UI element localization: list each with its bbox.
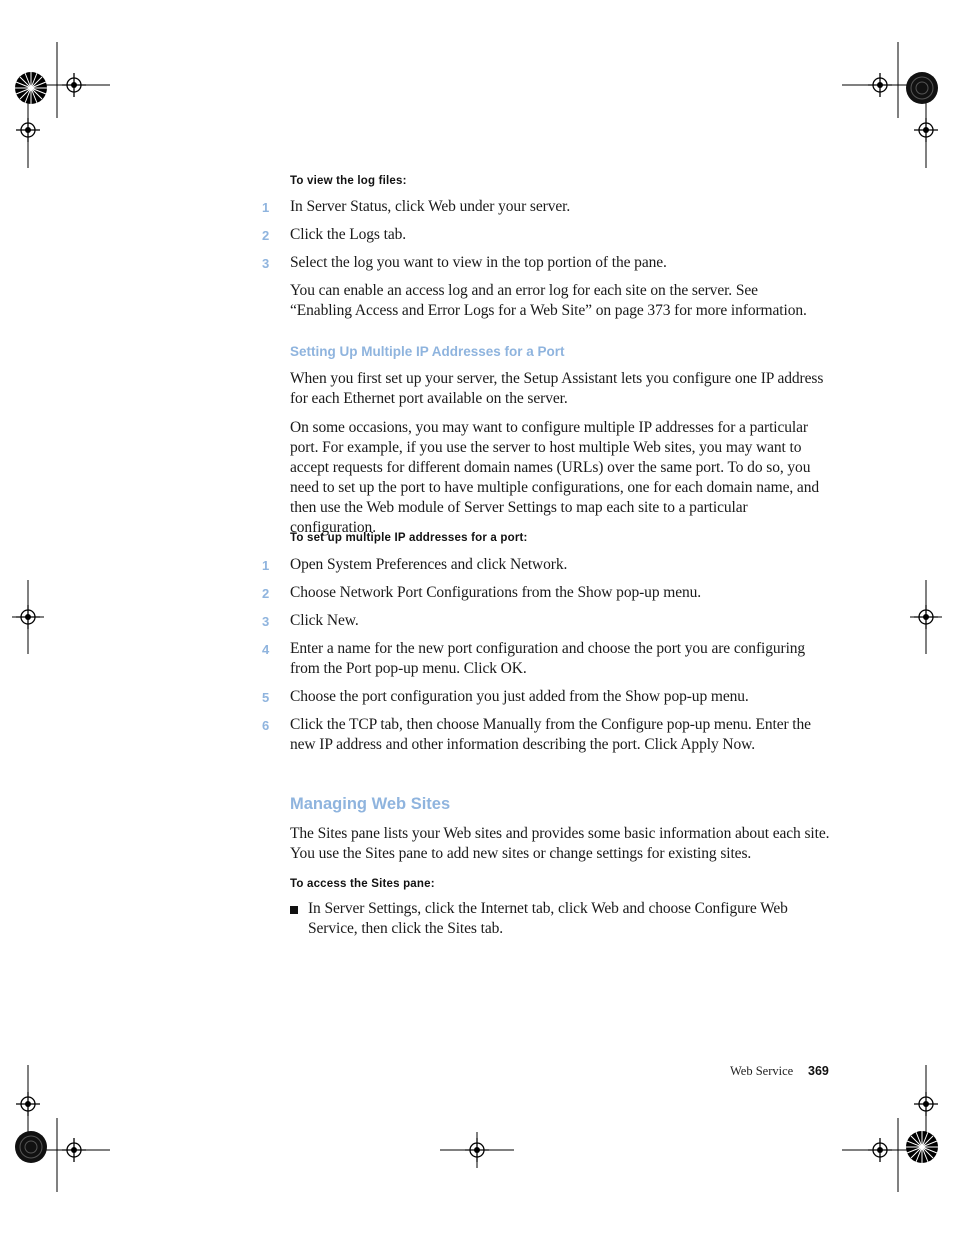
ip-step-number: 5: [262, 690, 270, 705]
ip-step-number: 2: [262, 586, 270, 601]
multi-ip-para1: When you first set up your server, the Setup Assistant lets you configure one IP address for each Ethernet port available on the server.: [290, 370, 824, 407]
ip-step-number: 4: [262, 642, 270, 657]
ip-step-text: Enter a name for the new port configuration and choose the port you are configuring from the Port pop-up menu. Click OK.: [290, 640, 806, 677]
log-task-heading: To view the log files:: [290, 175, 407, 187]
ip-step-text: Choose Network Port Configurations from the Show pop-up menu.: [290, 584, 702, 601]
ip-step-text: Click the TCP tab, then choose Manually from the Configure pop-up menu. Enter the new IP address and other information describing the port. Click Apply Now.: [290, 716, 811, 753]
bullet-icon: [290, 906, 298, 914]
managing-heading: Managing Web Sites: [290, 795, 451, 813]
ip-step-text: Choose the port configuration you just added from the Show pop-up menu.: [290, 688, 749, 705]
managing-task-heading: To access the Sites pane:: [290, 878, 435, 890]
log-step-text: In Server Status, click Web under your server.: [290, 198, 571, 215]
log-step-number: 2: [262, 228, 270, 243]
multi-ip-task-heading: To set up multiple IP addresses for a port:: [290, 532, 528, 544]
log-note: You can enable an access log and an error log for each site on the server. See “Enabling Access and Error Logs for a Web Site” on page 373 for more information.: [290, 282, 807, 319]
log-step-text: Click the Logs tab.: [290, 226, 407, 243]
multi-ip-para2: On some occasions, you may want to configure multiple IP addresses for a particular port. For example, if you use the server to host multiple Web sites, you may want to accept requests for different domain names (URLs) over the same port. To do so, you need to set up the port to have multiple configurations, one for each domain name, and then use the Web module of Server Settings to map each site to a particular configuration.: [290, 419, 820, 536]
ip-step-number: 3: [262, 614, 270, 629]
page-number: 369: [808, 1064, 829, 1078]
ip-step-number: 1: [262, 558, 270, 573]
footer-section-label: Web Service: [730, 1064, 794, 1078]
log-step-number: 1: [262, 200, 270, 215]
ip-step-text: Open System Preferences and click Network.: [290, 556, 568, 573]
ip-step-text: Click New.: [290, 612, 359, 629]
log-step-text: Select the log you want to view in the top portion of the pane.: [290, 254, 667, 271]
managing-bullet-text: In Server Settings, click the Internet tab, click Web and choose Configure Web Service, then click the Sites tab.: [308, 900, 788, 937]
multi-ip-heading: Setting Up Multiple IP Addresses for a Port: [290, 344, 565, 359]
log-step-number: 3: [262, 256, 270, 271]
managing-para: The Sites pane lists your Web sites and provides some basic information about each site. You use the Sites pane to add new sites or change settings for existing sites.: [290, 825, 830, 862]
ip-step-number: 6: [262, 718, 270, 733]
